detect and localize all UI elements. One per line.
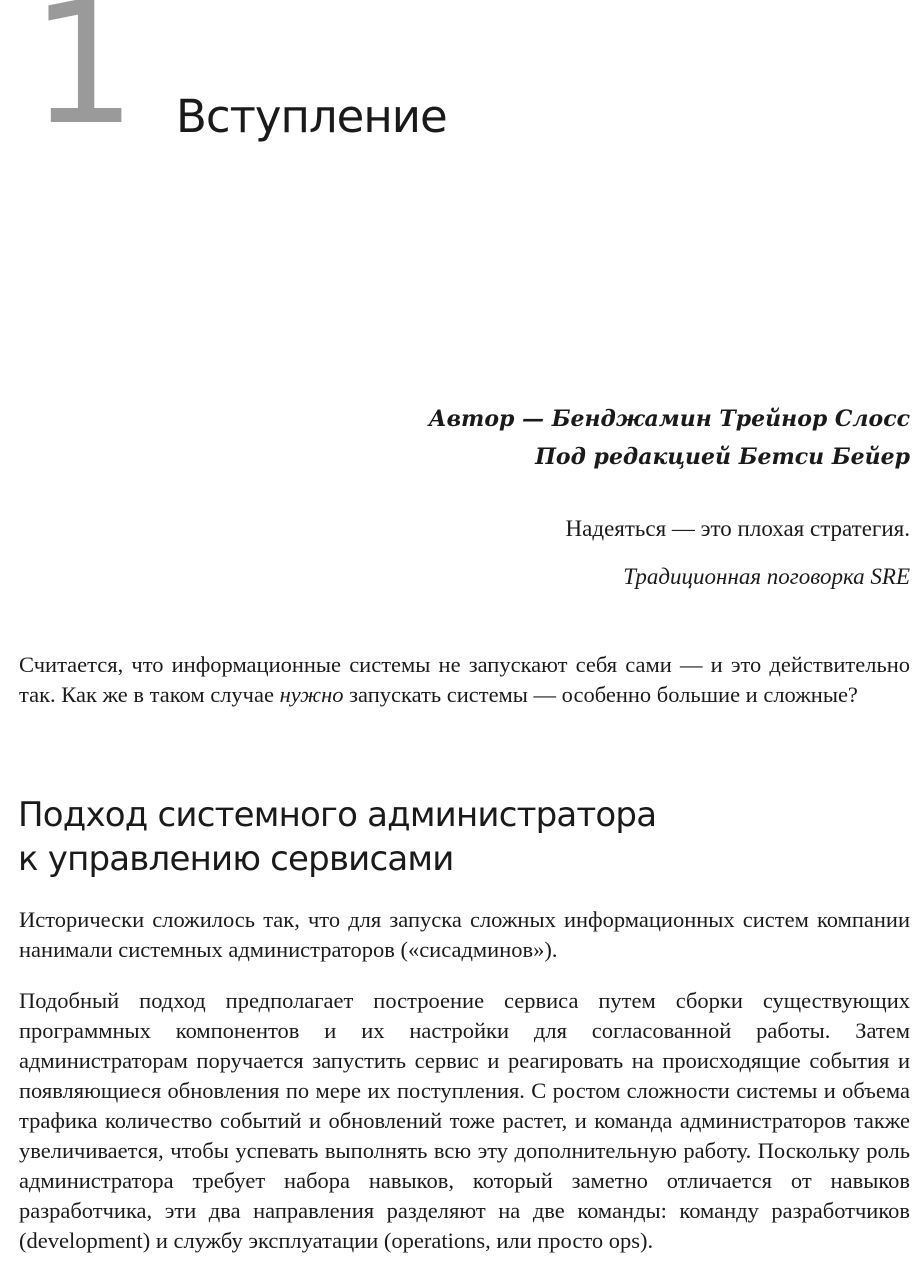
intro-text-after: запускать системы — особенно большие и сложные? — [343, 682, 858, 707]
epigraph-quote: Надеяться — это плохая стратегия. — [565, 516, 910, 541]
epigraph — [566, 512, 910, 594]
author-line: Автор — Бенджамин Трейнор Слосс — [428, 406, 910, 432]
body-paragraph: Подобный подход предполагает построение сервиса путем сборки существующих программных компонентов и их настройки для согласованной работы. Затем администраторам поручается запустить сервис и реагировать на происходящие события и появляющиеся обновления по мере их поступления. С ростом сложности системы и объема трафика количество событий и обновлений тоже растет, и команда администраторов также увеличивается, чтобы успевать выполнять всю эту дополнительную работу. Поскольку роль администратора требует набора навыков, который заметно отличается от навыков разработчика, эти два направления разделяют на две команды: команду разработчиков (development) и службу эксплуатации (operations, или просто ops). — [19, 988, 910, 1253]
section-heading-line-1: Подход системного администратора — [18, 795, 657, 835]
section-heading-line-2: к управлению сервисами — [18, 839, 454, 879]
intro-text-before: Считается, что информационные системы не запускают себя сами — и это действительно так. Как же в таком случае — [19, 652, 910, 707]
editor-line: Под редакцией Бетси Бейер — [535, 444, 910, 470]
section-heading — [18, 793, 656, 881]
intro-emphasis: нужно — [279, 682, 344, 707]
chapter-title: Вступление — [176, 90, 447, 143]
intro-paragraph — [19, 650, 910, 710]
author-credits — [429, 400, 910, 476]
body-paragraph: Исторически сложилось так, что для запуска сложных информационных систем компании нанимали системных администраторов («сисадминов»). — [19, 907, 910, 962]
epigraph-source: Традиционная поговорка SRE — [623, 564, 910, 589]
chapter-number: 1 — [30, 0, 133, 162]
